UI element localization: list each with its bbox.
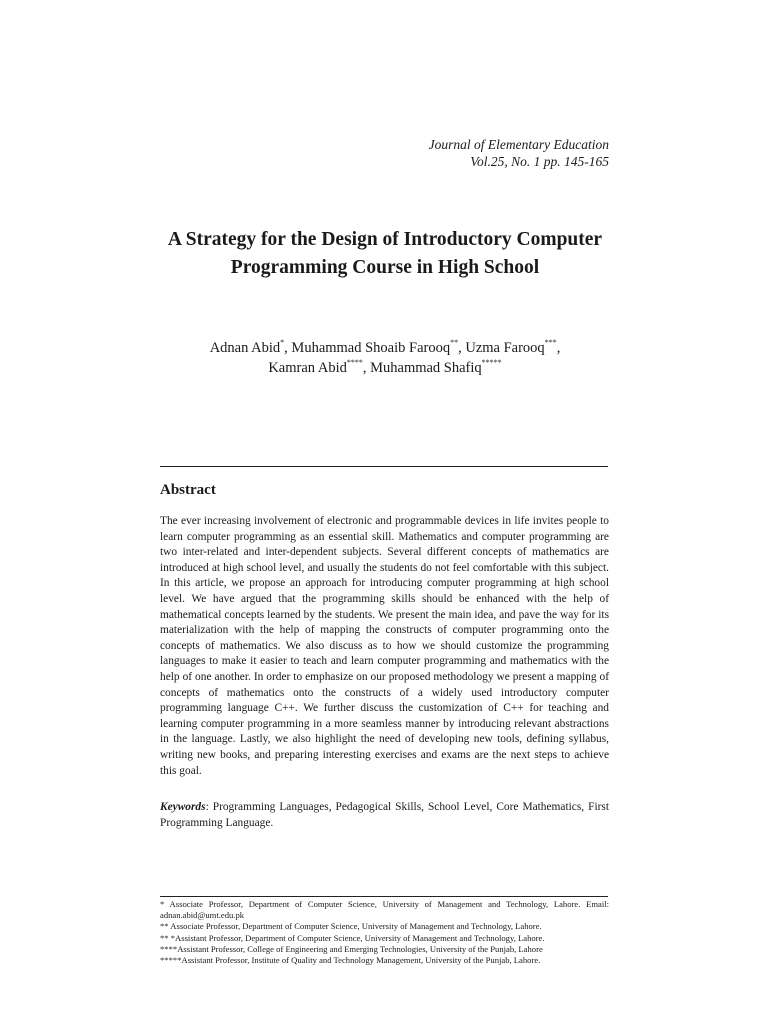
abstract-heading: Abstract [160, 482, 216, 498]
author-list [150, 338, 620, 378]
keywords-separator: : [205, 801, 209, 813]
paper-title [160, 226, 610, 282]
author-separator: , [556, 340, 561, 356]
footnote: ** *Assistant Professor, Department of Computer Science, University of Management and Technology, Lahore. [160, 932, 545, 943]
author-footnote-mark: *** [544, 338, 557, 347]
journal-volume: Vol.25, No. 1 pp. 145-165 [470, 154, 609, 169]
author-name: , Muhammad Shafiq [362, 360, 482, 376]
journal-header [429, 136, 609, 170]
footnote: *****Assistant Professor, Institute of Quality and Technology Management, University of the Punjab, Lahore. [160, 955, 541, 966]
author-name: , Muhammad Shoaib Farooq [284, 340, 451, 356]
author-footnote-mark: **** [346, 358, 363, 367]
footnote: ** Associate Professor, Department of Computer Science, University of Management and Technology, Lahore. [160, 921, 542, 932]
footnote: ****Assistant Professor, College of Engineering and Emerging Technologies, University of the Punjab, Lahore [160, 943, 543, 954]
author-footnote-mark: ***** [481, 358, 502, 367]
keywords-label: Keywords [160, 801, 206, 813]
title-line-2: Programming Course in High School [230, 257, 540, 278]
keywords-paragraph [160, 799, 609, 831]
author-name: , Uzma Farooq [458, 340, 545, 356]
footnote: * Associate Professor, Department of Computer Science, University of Management and Technology, Lahore. Email: adnan.abid@umt.edu.pk [160, 899, 609, 921]
journal-name: Journal of Elementary Education [428, 137, 609, 152]
footnotes [160, 899, 609, 966]
author-line-1 [150, 338, 620, 358]
author-name: Adnan Abid [209, 340, 281, 356]
author-line-2 [150, 358, 620, 378]
footnote-divider [160, 896, 608, 897]
author-footnote-mark: * [280, 338, 285, 347]
keywords-text: Programming Languages, Pedagogical Skills, School Level, Core Mathematics, First Programming Language. [160, 801, 609, 829]
author-name: Kamran Abid [268, 360, 347, 376]
section-divider [160, 466, 608, 467]
abstract-text: The ever increasing involvement of electronic and programmable devices in life invites people to learn computer programming as an essential skill. Mathematics and computer programming are two inter-related and inter-dependent subjects. Several different concepts of mathematics are introduced at high school level, and usually the students do not feel comfortable with this subject. In this article, we propose an approach for introducing computer programming at high school level. We have argued that the programming skills should be enhanced with the help of mathematical concepts learned by the students. We present the main idea, and pave the way for its materialization with the help of mapping the constructs of computer programming onto the concepts of mathematics. We also discuss as to how we should customize the programming languages to make it easier to teach and learn computer programming and mathematics with the help of one another. In order to emphasize on our proposed methodology we present a mapping of concepts of mathematics onto the constructs of a widely used introductory computer programming language C++. We further discuss the customization of C++ for teaching and learning computer programming in a more seamless manner by introducing relevant abstractions in the language. Lastly, we also highlight the need of developing new tools, defining syllabus, writing new books, and preparing interesting exercises and exams are the next steps to achieve this goal. [160, 515, 609, 777]
author-footnote-mark: ** [450, 338, 459, 347]
title-line-1: A Strategy for the Design of Introductory Computer [167, 229, 603, 250]
